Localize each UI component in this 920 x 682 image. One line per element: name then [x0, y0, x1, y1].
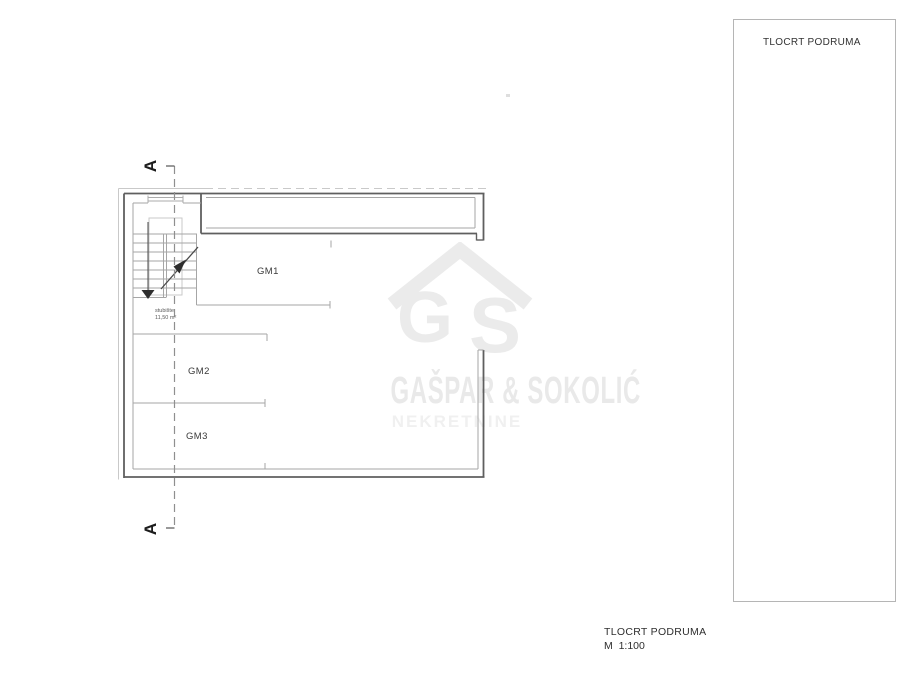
- drawing-title: TLOCRT PODRUMA: [604, 626, 707, 638]
- stair-name: stubište: [155, 308, 174, 314]
- room-label-gm2: GM2: [188, 366, 210, 377]
- logo-letter-g: G: [396, 278, 454, 358]
- walls-outer: [124, 194, 485, 479]
- parking-dividers: [133, 234, 331, 470]
- drawing-title-block: [604, 626, 706, 652]
- stair-area: 11,50 m²: [155, 314, 177, 321]
- section-marker-a-bottom: A: [141, 522, 160, 536]
- drawing-scale: M 1:100: [604, 640, 645, 652]
- stair-window: [148, 196, 183, 204]
- room-label-gm3: GM3: [186, 431, 208, 442]
- watermark-brand-text: GAŠPAR & SOKOLIĆ: [390, 370, 641, 412]
- title-panel-heading: TLOCRT PODRUMA: [763, 37, 861, 48]
- section-marker-a-top: A: [141, 159, 160, 173]
- logo-letter-s: S: [468, 281, 522, 362]
- section-line: [166, 166, 175, 528]
- watermark-subtitle-text: NEKRETNINE: [391, 412, 523, 431]
- room-label-gm1: GM1: [257, 266, 279, 277]
- up-arrow-icon: [174, 260, 187, 274]
- stair-label: [155, 308, 176, 321]
- print-artifact-dot: [506, 94, 510, 97]
- walls-inner: [133, 198, 484, 470]
- title-panel: [733, 19, 896, 602]
